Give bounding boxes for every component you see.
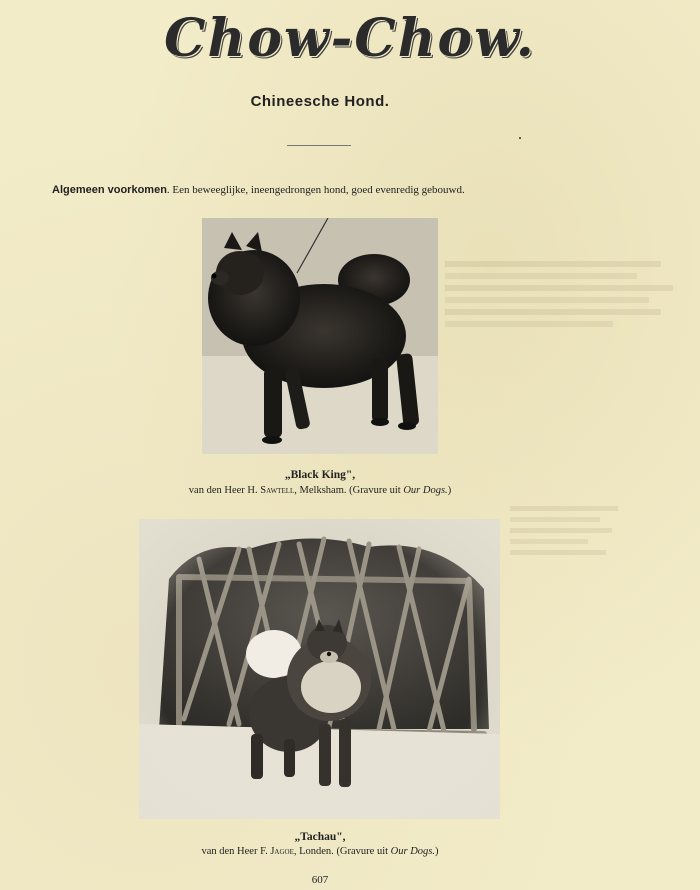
photo-black-king: [202, 218, 438, 454]
page-subtitle: Chineesche Hond.: [250, 93, 390, 110]
show-through-block-1: [445, 255, 685, 445]
show-through-block-2: [510, 500, 630, 620]
speck: [519, 137, 521, 139]
photo-tachau: [139, 519, 500, 819]
section-separator: .: [166, 184, 170, 196]
dog-with-trellis-illustration: [139, 519, 500, 819]
caption-name-2: „Tachau",: [294, 831, 346, 843]
black-dog-illustration: [202, 218, 438, 454]
owner-name-1: Sawtell: [260, 485, 295, 496]
divider: [287, 145, 351, 146]
owner-name-2: Jagoe: [270, 846, 294, 857]
caption-credit-2: van den Heer F. Jagoe, Londen. (Gravure uit Our Dogs.): [201, 846, 439, 857]
page-title: Chow-Chow.: [164, 8, 536, 69]
caption-name-1: „Black King",: [284, 469, 356, 481]
general-appearance-paragraph: [52, 184, 465, 196]
caption-credit-1: van den Heer H. Sawtell, Melksham. (Gravure uit Our Dogs.): [188, 485, 452, 496]
section-text: Een beweeglijke, ineengedrongen hond, goed evenredig gebouwd.: [172, 184, 465, 196]
section-heading: Algemeen voorkomen: [52, 184, 167, 196]
page-number: 607: [311, 874, 329, 886]
